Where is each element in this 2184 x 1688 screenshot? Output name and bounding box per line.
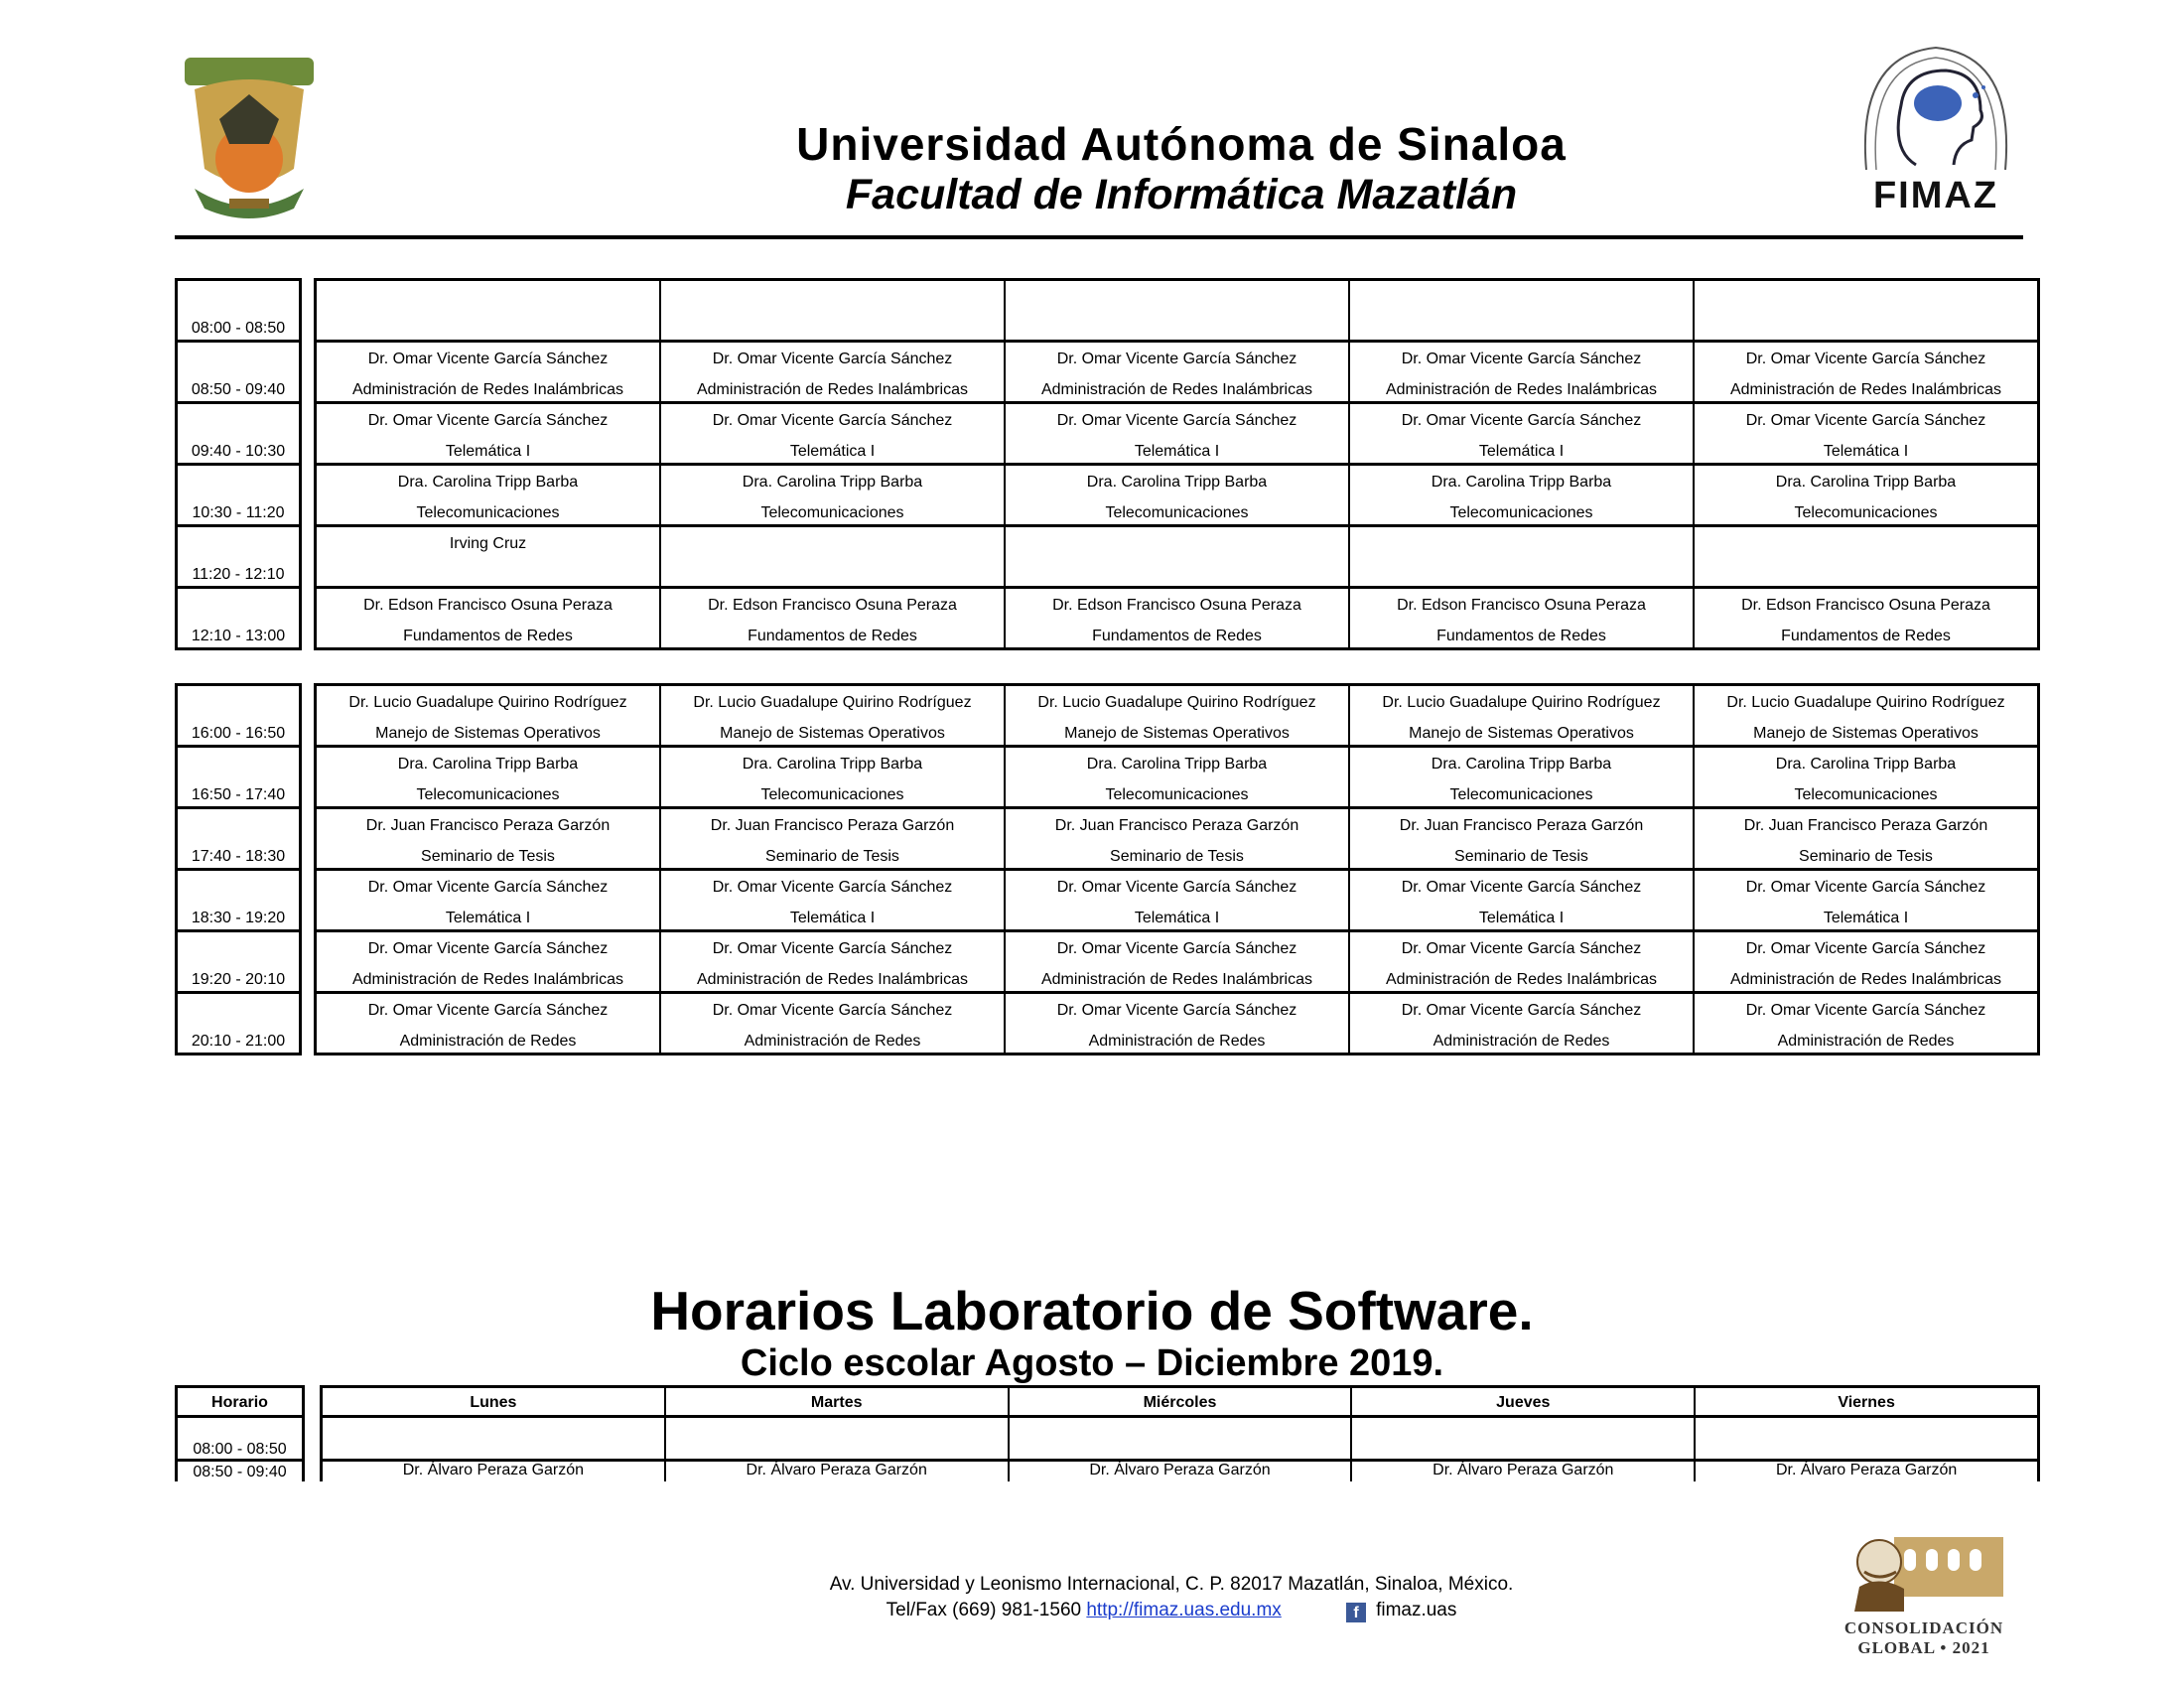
schedule-cell bbox=[1695, 748, 2037, 806]
subject-name: Fundamentos de Redes bbox=[1092, 628, 1262, 644]
teacher-name: Dr. Omar Vicente García Sánchez bbox=[1745, 412, 1986, 429]
subject-name: Telecomunicaciones bbox=[1105, 504, 1249, 521]
teacher-name: Dr. Omar Vicente García Sánchez bbox=[712, 351, 953, 367]
subject-name: Seminario de Tesis bbox=[765, 848, 899, 865]
teacher-name: Dr. Omar Vicente García Sánchez bbox=[712, 940, 953, 957]
schedule-cell bbox=[661, 871, 1006, 929]
subject-name: Telemática I bbox=[789, 443, 876, 460]
subject-name: Telemática I bbox=[1823, 443, 1909, 460]
schedule-row bbox=[317, 994, 2037, 1055]
subject-name: Telecomunicaciones bbox=[1794, 504, 1938, 521]
schedule-cell bbox=[661, 281, 1006, 340]
schedule-cell bbox=[317, 466, 661, 524]
teacher-name: Dra. Carolina Tripp Barba bbox=[742, 474, 923, 491]
footer-address: Av. Universidad y Leonismo Internacional, C. P. 82017 Mazatlán, Sinaloa, México. bbox=[829, 1574, 1514, 1595]
teacher-name: Dr. Omar Vicente García Sánchez bbox=[1056, 940, 1297, 957]
schedule-cell bbox=[1695, 994, 2037, 1053]
schedule-cell bbox=[317, 404, 661, 463]
subject-name: Administración de Redes bbox=[744, 1033, 921, 1050]
time-slot: 16:00 - 16:50 bbox=[178, 686, 299, 748]
schedule-cell bbox=[1006, 994, 1350, 1053]
header-rule bbox=[175, 235, 2023, 239]
teacher-name: Dr. Omar Vicente García Sánchez bbox=[1401, 879, 1642, 896]
teacher-name: Dr. Juan Francisco Peraza Garzón bbox=[1743, 817, 1988, 834]
seal-line-2: GLOBAL • 2021 bbox=[1857, 1638, 1990, 1657]
time-slot: 08:00 - 08:50 bbox=[178, 281, 299, 343]
subject-name: Telecomunicaciones bbox=[1449, 786, 1593, 803]
schedule-cell bbox=[1350, 589, 1695, 647]
schedule-cell bbox=[661, 589, 1006, 647]
subject-name: Telemática I bbox=[445, 910, 531, 926]
schedule-cell bbox=[1695, 871, 2037, 929]
subject-name: Telemática I bbox=[1823, 910, 1909, 926]
teacher-name: Dr. Omar Vicente García Sánchez bbox=[1745, 940, 1986, 957]
schedule-cell bbox=[1695, 527, 2037, 586]
schedule-cell bbox=[317, 994, 661, 1053]
schedule-cell bbox=[1350, 809, 1695, 868]
teacher-name: Dr. Omar Vicente García Sánchez bbox=[367, 940, 609, 957]
schedule-cell bbox=[661, 994, 1006, 1053]
day-header: Martes bbox=[666, 1388, 1010, 1415]
schedule-cell bbox=[317, 871, 661, 929]
teacher-name: Dr. Omar Vicente García Sánchez bbox=[1401, 940, 1642, 957]
subject-name: Administración de Redes Inalámbricas bbox=[1040, 971, 1312, 988]
time-slot: 18:30 - 19:20 bbox=[178, 871, 299, 932]
teacher-name: Dr. Omar Vicente García Sánchez bbox=[367, 1002, 609, 1019]
schedule-cell bbox=[1350, 281, 1695, 340]
day-header: Lunes bbox=[323, 1388, 666, 1415]
fimaz-logo-text: FIMAZ bbox=[1872, 175, 1999, 216]
lab-cell: Dr. Álvaro Peraza Garzón bbox=[666, 1462, 1010, 1481]
subject-name: Administración de Redes Inalámbricas bbox=[1385, 381, 1657, 398]
morning-schedule-grid bbox=[314, 278, 2040, 650]
time-slot: 17:40 - 18:30 bbox=[178, 809, 299, 871]
subject-name: Manejo de Sistemas Operativos bbox=[720, 725, 945, 742]
schedule-cell bbox=[1695, 809, 2037, 868]
schedule-cell bbox=[1350, 748, 1695, 806]
teacher-name: Dr. Omar Vicente García Sánchez bbox=[367, 351, 609, 367]
teacher-name: Dr. Juan Francisco Peraza Garzón bbox=[1054, 817, 1299, 834]
consolidacion-global-logo bbox=[1835, 1517, 2013, 1666]
footer-contact bbox=[596, 1600, 1747, 1622]
teacher-name: Dr. Lucio Guadalupe Quirino Rodríguez bbox=[1382, 694, 1661, 711]
subject-name: Telemática I bbox=[789, 910, 876, 926]
schedule-cell bbox=[1006, 589, 1350, 647]
lab-subtitle: Ciclo escolar Agosto – Diciembre 2019. bbox=[740, 1342, 1444, 1384]
teacher-name: Dr. Lucio Guadalupe Quirino Rodríguez bbox=[693, 694, 972, 711]
time-slot: 19:20 - 20:10 bbox=[178, 932, 299, 994]
footer-phone: Tel/Fax (669) 981-1560 bbox=[886, 1600, 1082, 1620]
time-slot: 20:10 - 21:00 bbox=[178, 994, 299, 1055]
schedule-cell bbox=[1695, 343, 2037, 401]
teacher-name: Dr. Omar Vicente García Sánchez bbox=[1056, 879, 1297, 896]
schedule-row bbox=[317, 343, 2037, 404]
schedule-cell bbox=[1350, 994, 1695, 1053]
schedule-cell bbox=[1350, 871, 1695, 929]
lab-time-slot: 08:00 - 08:50 bbox=[178, 1418, 302, 1462]
lab-cell: Dr. Álvaro Peraza Garzón bbox=[1010, 1462, 1353, 1481]
subject-name: Telemática I bbox=[445, 443, 531, 460]
subject-name: Fundamentos de Redes bbox=[748, 628, 917, 644]
schedule-cell bbox=[317, 932, 661, 991]
subject-name: Fundamentos de Redes bbox=[1781, 628, 1951, 644]
day-header: Miércoles bbox=[1010, 1388, 1353, 1415]
schedule-cell bbox=[661, 466, 1006, 524]
footer-website-link[interactable]: http://fimaz.uas.edu.mx bbox=[1086, 1600, 1282, 1620]
uas-badge-text: UAS bbox=[1972, 1597, 1997, 1611]
teacher-name: Dr. Edson Francisco Osuna Peraza bbox=[1397, 597, 1646, 614]
schedule-row bbox=[317, 466, 2037, 527]
schedule-cell bbox=[661, 748, 1006, 806]
teacher-name: Dr. Edson Francisco Osuna Peraza bbox=[1052, 597, 1301, 614]
subject-name: Administración de Redes Inalámbricas bbox=[1729, 381, 2001, 398]
teacher-name: Dr. Omar Vicente García Sánchez bbox=[712, 879, 953, 896]
fimaz-logo bbox=[1846, 36, 2025, 214]
teacher-name: Dr. Edson Francisco Osuna Peraza bbox=[1741, 597, 1990, 614]
subject-name: Telecomunicaciones bbox=[416, 786, 560, 803]
schedule-cell bbox=[317, 281, 661, 340]
teacher-name: Dr. Omar Vicente García Sánchez bbox=[1056, 412, 1297, 429]
schedule-cell bbox=[1006, 281, 1350, 340]
time-slot: 16:50 - 17:40 bbox=[178, 748, 299, 809]
lab-cell: Dr. Álvaro Peraza Garzón bbox=[323, 1462, 666, 1481]
teacher-name: Dr. Omar Vicente García Sánchez bbox=[1745, 1002, 1986, 1019]
schedule-cell bbox=[1006, 748, 1350, 806]
subject-name: Seminario de Tesis bbox=[1110, 848, 1244, 865]
teacher-name: Dr. Omar Vicente García Sánchez bbox=[1401, 1002, 1642, 1019]
subject-name: Telecomunicaciones bbox=[1449, 504, 1593, 521]
schedule-cell bbox=[1350, 932, 1695, 991]
teacher-name: Dra. Carolina Tripp Barba bbox=[1775, 474, 1957, 491]
schedule-cell bbox=[1006, 466, 1350, 524]
teacher-name: Dra. Carolina Tripp Barba bbox=[1431, 474, 1612, 491]
lab-cell bbox=[1352, 1418, 1696, 1459]
subject-name: Telemática I bbox=[1478, 443, 1565, 460]
teacher-name: Dr. Juan Francisco Peraza Garzón bbox=[365, 817, 611, 834]
time-slot: 08:50 - 09:40 bbox=[178, 343, 299, 404]
schedule-cell bbox=[1695, 404, 2037, 463]
schedule-cell bbox=[661, 404, 1006, 463]
subject-name: Telecomunicaciones bbox=[1105, 786, 1249, 803]
schedule-row bbox=[317, 686, 2037, 748]
subject-name: Administración de Redes Inalámbricas bbox=[351, 381, 623, 398]
time-slot: 11:20 - 12:10 bbox=[178, 527, 299, 589]
subject-name: Administración de Redes bbox=[1088, 1033, 1266, 1050]
morning-time-column bbox=[175, 278, 302, 650]
schedule-cell bbox=[1695, 466, 2037, 524]
evening-time-column bbox=[175, 683, 302, 1055]
lab-schedule-grid bbox=[320, 1385, 2040, 1481]
teacher-name: Irving Cruz bbox=[449, 535, 527, 552]
schedule-cell bbox=[1350, 686, 1695, 745]
subject-name: Telecomunicaciones bbox=[1794, 786, 1938, 803]
schedule-cell bbox=[661, 527, 1006, 586]
teacher-name: Dr. Omar Vicente García Sánchez bbox=[1056, 1002, 1297, 1019]
schedule-cell bbox=[317, 343, 661, 401]
schedule-cell bbox=[1695, 589, 2037, 647]
teacher-name: Dr. Juan Francisco Peraza Garzón bbox=[1399, 817, 1644, 834]
evening-schedule-grid bbox=[314, 683, 2040, 1055]
subject-name: Administración de Redes bbox=[399, 1033, 577, 1050]
lab-cell bbox=[323, 1418, 666, 1459]
subject-name: Seminario de Tesis bbox=[1799, 848, 1933, 865]
teacher-name: Dr. Omar Vicente García Sánchez bbox=[1056, 351, 1297, 367]
lab-time-slot: 08:50 - 09:40 bbox=[193, 1464, 287, 1480]
schedule-row bbox=[317, 281, 2037, 343]
subject-name: Manejo de Sistemas Operativos bbox=[375, 725, 601, 742]
schedule-cell bbox=[1006, 404, 1350, 463]
uas-crest-logo bbox=[175, 50, 324, 232]
lab-row bbox=[323, 1462, 2037, 1481]
subject-name: Telecomunicaciones bbox=[760, 504, 904, 521]
schedule-cell bbox=[661, 809, 1006, 868]
teacher-name: Dr. Omar Vicente García Sánchez bbox=[367, 879, 609, 896]
subject-name: Administración de Redes bbox=[1777, 1033, 1955, 1050]
facebook-icon: f bbox=[1346, 1603, 1366, 1622]
subject-name: Administración de Redes Inalámbricas bbox=[696, 971, 968, 988]
time-slot: 10:30 - 11:20 bbox=[178, 466, 299, 527]
time-slot: 12:10 - 13:00 bbox=[178, 589, 299, 650]
seal-line-1: CONSOLIDACIÓN bbox=[1843, 1618, 2004, 1637]
teacher-name: Dra. Carolina Tripp Barba bbox=[397, 474, 579, 491]
schedule-cell bbox=[1006, 809, 1350, 868]
teacher-name: Dr. Omar Vicente García Sánchez bbox=[1745, 879, 1986, 896]
subject-name: Administración de Redes Inalámbricas bbox=[1385, 971, 1657, 988]
subject-name: Telemática I bbox=[1134, 443, 1220, 460]
schedule-cell bbox=[1006, 527, 1350, 586]
teacher-name: Dr. Omar Vicente García Sánchez bbox=[1401, 412, 1642, 429]
schedule-cell bbox=[1006, 686, 1350, 745]
schedule-cell bbox=[1006, 932, 1350, 991]
subject-name: Seminario de Tesis bbox=[421, 848, 555, 865]
schedule-cell bbox=[661, 343, 1006, 401]
teacher-name: Dr. Edson Francisco Osuna Peraza bbox=[708, 597, 957, 614]
subject-name: Administración de Redes Inalámbricas bbox=[696, 381, 968, 398]
subject-name: Manejo de Sistemas Operativos bbox=[1753, 725, 1979, 742]
schedule-row bbox=[317, 932, 2037, 994]
subject-name: Seminario de Tesis bbox=[1454, 848, 1588, 865]
lab-row bbox=[323, 1418, 2037, 1462]
schedule-cell bbox=[317, 748, 661, 806]
subject-name: Telemática I bbox=[1478, 910, 1565, 926]
teacher-name: Dra. Carolina Tripp Barba bbox=[1431, 756, 1612, 773]
lab-cell bbox=[666, 1418, 1010, 1459]
schedule-cell bbox=[661, 686, 1006, 745]
schedule-cell bbox=[1006, 343, 1350, 401]
schedule-cell bbox=[317, 527, 661, 586]
teacher-name: Dr. Juan Francisco Peraza Garzón bbox=[710, 817, 955, 834]
teacher-name: Dra. Carolina Tripp Barba bbox=[397, 756, 579, 773]
subject-name: Administración de Redes Inalámbricas bbox=[351, 971, 623, 988]
schedule-cell bbox=[317, 809, 661, 868]
schedule-cell bbox=[661, 932, 1006, 991]
teacher-name: Dra. Carolina Tripp Barba bbox=[742, 756, 923, 773]
subject-name: Fundamentos de Redes bbox=[403, 628, 573, 644]
schedule-cell bbox=[1695, 932, 2037, 991]
teacher-name: Dr. Omar Vicente García Sánchez bbox=[1401, 351, 1642, 367]
teacher-name: Dr. Omar Vicente García Sánchez bbox=[367, 412, 609, 429]
schedule-cell bbox=[1695, 281, 2037, 340]
subject-name: Telecomunicaciones bbox=[760, 786, 904, 803]
page-title: Universidad Autónoma de Sinaloa bbox=[796, 118, 1567, 170]
page-subtitle: Facultad de Informática Mazatlán bbox=[845, 171, 1518, 218]
schedule-cell bbox=[1350, 404, 1695, 463]
schedule-cell bbox=[1695, 686, 2037, 745]
schedule-row bbox=[317, 404, 2037, 466]
lab-time-column bbox=[175, 1385, 305, 1481]
schedule-row bbox=[317, 527, 2037, 589]
schedule-row bbox=[317, 809, 2037, 871]
schedule-row bbox=[317, 871, 2037, 932]
lab-cell bbox=[1010, 1418, 1353, 1459]
subject-name: Administración de Redes Inalámbricas bbox=[1040, 381, 1312, 398]
teacher-name: Dr. Lucio Guadalupe Quirino Rodríguez bbox=[348, 694, 627, 711]
time-slot: 09:40 - 10:30 bbox=[178, 404, 299, 466]
schedule-row bbox=[317, 589, 2037, 650]
lab-cell bbox=[1696, 1418, 2037, 1459]
subject-name: Manejo de Sistemas Operativos bbox=[1409, 725, 1634, 742]
subject-name: Administración de Redes Inalámbricas bbox=[1729, 971, 2001, 988]
schedule-cell bbox=[317, 589, 661, 647]
lab-title: Horarios Laboratorio de Software. bbox=[650, 1280, 1534, 1341]
schedule-cell bbox=[317, 686, 661, 745]
teacher-name: Dra. Carolina Tripp Barba bbox=[1086, 756, 1268, 773]
teacher-name: Dr. Omar Vicente García Sánchez bbox=[712, 412, 953, 429]
teacher-name: Dra. Carolina Tripp Barba bbox=[1775, 756, 1957, 773]
teacher-name: Dr. Omar Vicente García Sánchez bbox=[712, 1002, 953, 1019]
teacher-name: Dr. Omar Vicente García Sánchez bbox=[1745, 351, 1986, 367]
day-header: Viernes bbox=[1838, 1394, 1895, 1411]
subject-name: Fundamentos de Redes bbox=[1436, 628, 1606, 644]
subject-name: Administración de Redes bbox=[1433, 1033, 1610, 1050]
teacher-name: Dr. Lucio Guadalupe Quirino Rodríguez bbox=[1037, 694, 1316, 711]
footer-facebook: fimaz.uas bbox=[1376, 1600, 1457, 1620]
lab-day-header-row bbox=[323, 1388, 2037, 1418]
schedule-cell bbox=[1350, 527, 1695, 586]
teacher-name: Dr. Edson Francisco Osuna Peraza bbox=[363, 597, 613, 614]
schedule-row bbox=[317, 748, 2037, 809]
day-header: Jueves bbox=[1352, 1388, 1696, 1415]
schedule-cell bbox=[1006, 871, 1350, 929]
subject-name: Manejo de Sistemas Operativos bbox=[1064, 725, 1290, 742]
schedule-cell bbox=[1350, 343, 1695, 401]
schedule-cell bbox=[1350, 466, 1695, 524]
subject-name: Telemática I bbox=[1134, 910, 1220, 926]
teacher-name: Dr. Lucio Guadalupe Quirino Rodríguez bbox=[1726, 694, 2005, 711]
teacher-name: Dra. Carolina Tripp Barba bbox=[1086, 474, 1268, 491]
lab-time-header: Horario bbox=[178, 1388, 302, 1418]
subject-name: Telecomunicaciones bbox=[416, 504, 560, 521]
lab-cell: Dr. Álvaro Peraza Garzón bbox=[1775, 1462, 1958, 1478]
lab-cell: Dr. Álvaro Peraza Garzón bbox=[1352, 1462, 1696, 1481]
